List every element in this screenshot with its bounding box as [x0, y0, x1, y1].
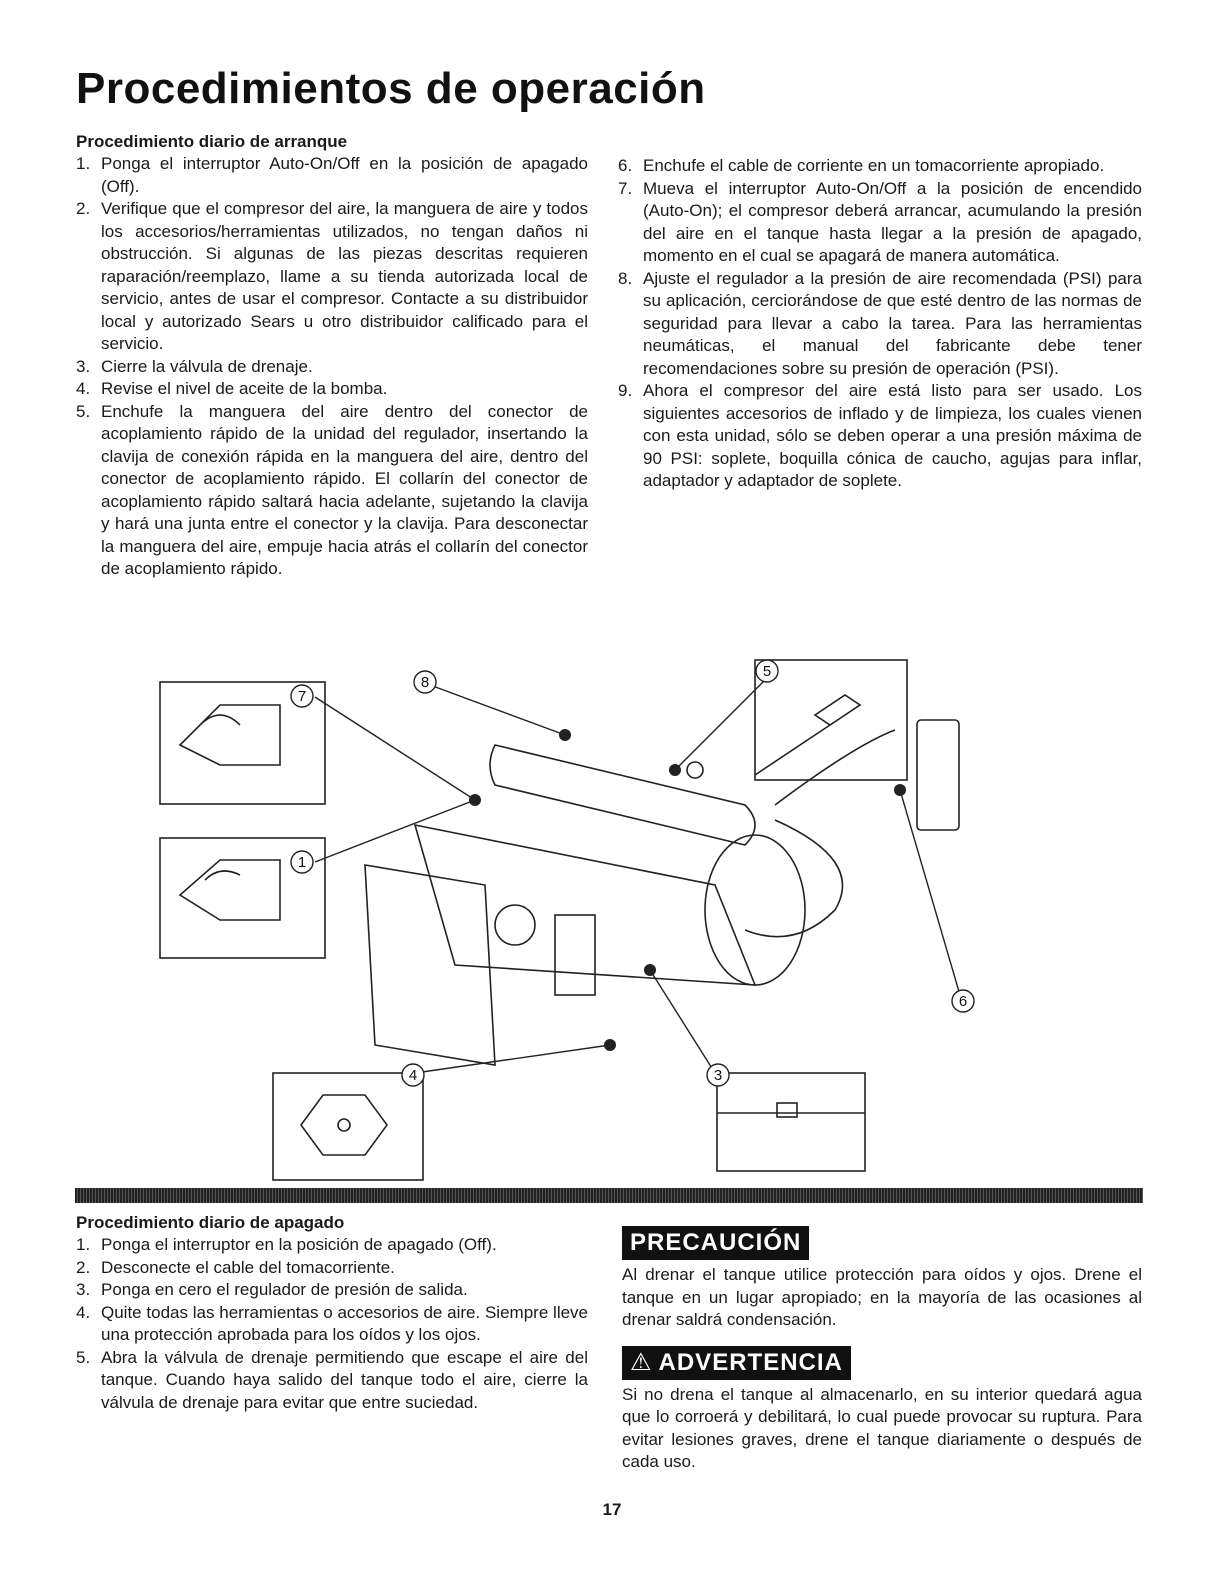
caution-badge: PRECAUCIÓN — [622, 1226, 809, 1260]
callout-5-label: 5 — [762, 663, 772, 680]
list-item: 8. Ajuste el regulador a la presión de aire recomendada (PSI) para su aplicación, cerciorándose de que esté dentro de las normas de seguridad para llevar a cabo la tarea. Para las herramientas neumáticas, el manual del fabricante debe tener recomendaciones sobre su presión de operación (PSI). — [618, 268, 1142, 378]
callout-6-label: 6 — [958, 993, 968, 1010]
list-item: 4. Quite todas las herramientas o accesorios de aire. Siempre lleve una protección aprobada para los oídos y los ojos. — [76, 1302, 588, 1344]
inset-quick-coupler — [755, 660, 907, 780]
safety-notices — [622, 1226, 1142, 1474]
list-item: 3. Ponga en cero el regulador de presión de salida. — [76, 1280, 468, 1299]
shutdown-heading: Procedimiento diario de apagado — [76, 1213, 345, 1232]
compressor-illustration — [155, 655, 1000, 1185]
inset-drain-valve — [273, 1073, 423, 1180]
list-item: 5. Enchufe la manguera del aire dentro del conector de acoplamiento rápido de la unidad del regulador, insertando la clavija de conexión rápida en la manguera del aire, dentro del conector de acoplamiento rápido. El collarín del conector de acoplamiento rápido saltará hacia adelante, sujetando la clavija y hará una junta entre el conector y la clavija. Para desconectar la manguera del aire, empuje hacia atrás el collarín del conector de acoplamiento rápido. — [76, 401, 588, 578]
handle-tube — [490, 745, 755, 845]
startup-list-left — [76, 153, 588, 581]
list-item: 9. Ahora el compresor del aire está listo para ser usado. Los siguientes accesorios de inflado y de limpieza, los cuales vienen con esta unidad, sólo se deben operar a una presión máxima de 90 PSI: soplete, boquilla cónica de caucho, agujas para inflar, adaptador y adaptador de soplete. — [618, 381, 1142, 490]
wall-outlet — [917, 720, 959, 830]
shutdown-list — [76, 1234, 588, 1414]
callout-3-label: 3 — [713, 1067, 723, 1084]
page-title: Procedimientos de operación — [76, 64, 706, 113]
startup-right-column — [618, 155, 1142, 493]
callout-7-label: 7 — [297, 688, 307, 705]
list-item: 6. Enchufe el cable de corriente en un tomacorriente apropiado. — [618, 156, 1105, 175]
gauge — [495, 905, 535, 945]
callout-8-label: 8 — [420, 674, 430, 691]
list-item: 4. Revise el nivel de aceite de la bomba. — [76, 379, 388, 398]
list-item: 2. Desconecte el cable del tomacorriente. — [76, 1257, 395, 1277]
startup-heading: Procedimiento diario de arranque — [76, 132, 348, 151]
list-item: 3. Cierre la válvula de drenaje. — [76, 356, 313, 376]
callout-4-label: 4 — [408, 1067, 418, 1084]
tank-end — [705, 835, 805, 985]
motor-housing — [365, 865, 495, 1065]
list-item: 7. Mueva el interruptor Auto-On/Off a la posición de encendido (Auto-On); el compresor deberá arrancar, acumulando la presión del aire en el tanque hasta llegar a la presión de apagado, momento en el cual se apagará de manera automática. — [618, 178, 1142, 265]
divider-band — [75, 1188, 1143, 1203]
list-item: 5. Abra la válvula de drenaje permitiendo que escape el aire del tanque. Cuando haya salido del tanque todo el aire, cierre la válvula de drenaje para evitar que entre suciedad. — [76, 1347, 588, 1412]
pump-head — [555, 915, 595, 995]
callout-1-label: 1 — [297, 854, 307, 871]
tank-body — [415, 825, 755, 985]
startup-left-column — [76, 131, 588, 581]
shutdown-column — [76, 1212, 588, 1414]
caution-text: Al drenar el tanque utilice protección para oídos y ojos. Drene el tanque en un lugar apropiado; en la mayoría de las ocasiones al drenar saldrá condensación. — [622, 1265, 1142, 1329]
list-item: 1. Ponga el interruptor en la posición de apagado (Off). — [76, 1235, 497, 1254]
page-number: 17 — [602, 1500, 622, 1519]
warning-text: Si no drena el tanque al almacenarlo, en su interior quedará agua que lo corroerá y debilitará, lo cual puede provocar su ruptura. Para evitar lesiones graves, drene el tanque diariamente o después de cada uso. — [622, 1384, 1142, 1471]
warning-badge-label: ADVERTENCIA — [658, 1348, 843, 1376]
startup-list-right — [618, 155, 1142, 493]
list-item: 2. Verifique que el compresor del aire, la manguera de aire y todos los accesorios/herramientas utilizados, no tengan daños ni obstrucción. Si algunas de las piezas descritas requieren raparación/reemplazo, llame a su tienda autorizada local de servicio, antes de usar el compresor. Contacte a su distribuidor local y autorizado Sears u otro distribuidor calificado para el servicio. — [76, 199, 588, 353]
compressor-diagram — [155, 655, 1000, 1185]
warning-badge — [622, 1346, 851, 1380]
warning-notice — [622, 1346, 1142, 1474]
list-item: 1. Ponga el interruptor Auto-On/Off en la posición de apagado (Off). — [76, 154, 588, 196]
warning-triangle-icon: ⚠ — [630, 1348, 653, 1376]
inset-drain — [717, 1073, 865, 1171]
caution-notice — [622, 1226, 1142, 1332]
